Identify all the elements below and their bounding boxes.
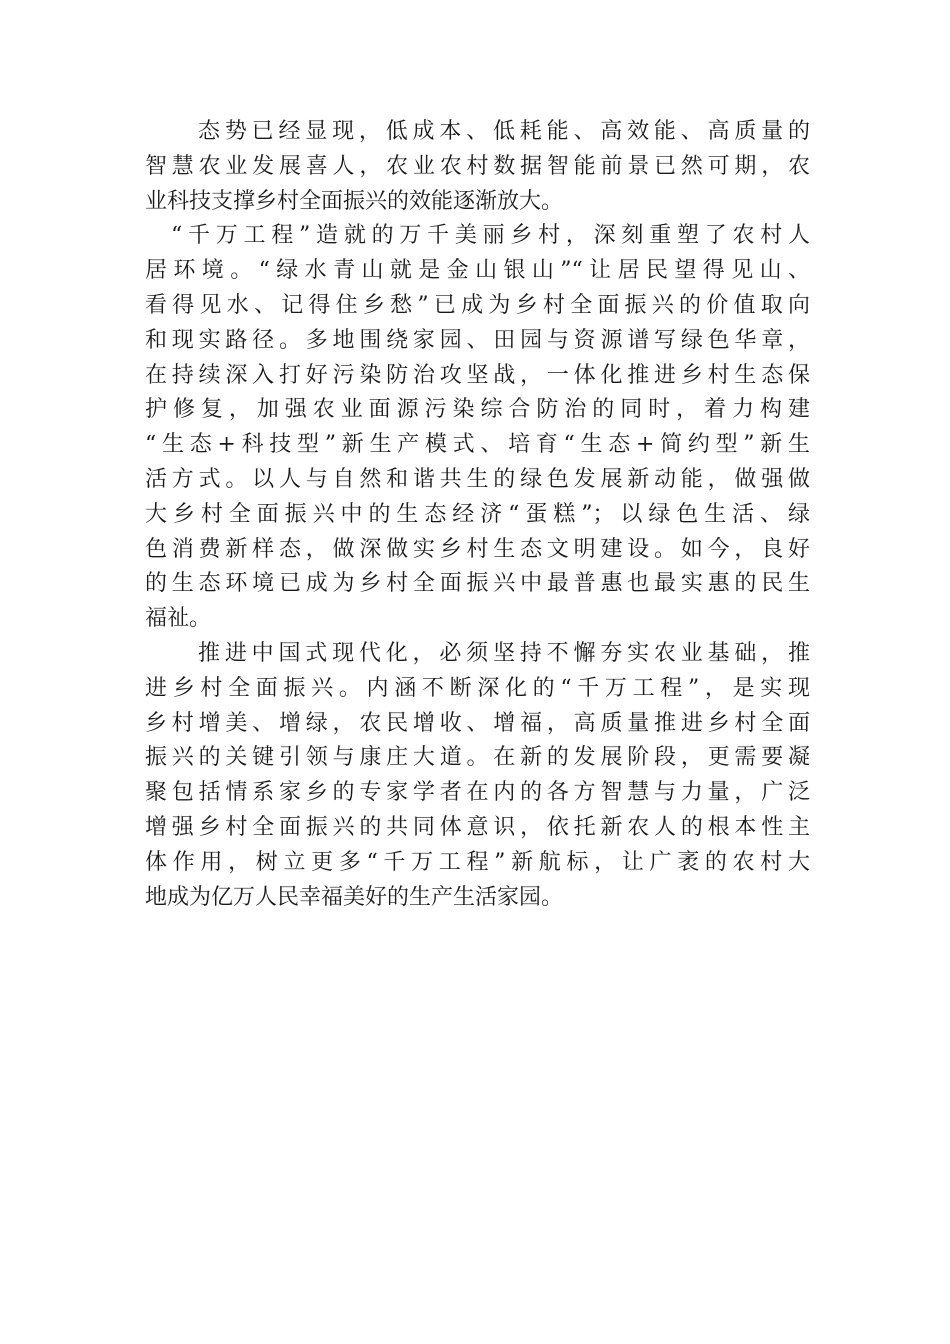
paragraph-line: 居环境。“绿水青山就是金山银山”“让居民望得见山、 [145, 258, 810, 284]
paragraph-line: 聚包括情系家乡的专家学者在内的各方智慧与力量，广泛 [145, 780, 810, 806]
paragraph-line: 地成为亿万人民幸福美好的生产生活家园。 [145, 884, 564, 910]
paragraph-line: 智慧农业发展喜人，农业农村数据智能前景已然可期，农 [145, 153, 810, 179]
paragraph-1 [145, 115, 810, 219]
paragraph-line: 在持续深入打好污染防治攻坚战，一体化推进乡村生态保 [145, 362, 810, 388]
paragraph-line: 推进中国式现代化，必须坚持不懈夯实农业基础，推 [198, 640, 810, 666]
paragraph-line: 增强乡村全面振兴的共同体意识，依托新农人的根本性主 [145, 814, 810, 840]
paragraph-line: 乡村增美、增绿，农民增收、增福，高质量推进乡村全面 [145, 710, 810, 736]
paragraph-line: 体作用，树立更多“千万工程”新航标，让广袤的农村大 [145, 849, 810, 875]
paragraph-line: 福祉。 [145, 606, 212, 632]
paragraph-3 [145, 637, 810, 915]
paragraph-line: 进乡村全面振兴。内涵不断深化的“千万工程”，是实现 [145, 675, 810, 701]
paragraph-line: “生态+科技型”新生产模式、培育“生态+简约型”新生 [145, 432, 810, 458]
paragraph-line: 的生态环境已成为乡村全面振兴中最普惠也最实惠的民生 [145, 571, 810, 597]
paragraph-line: 色消费新样态，做深做实乡村生态文明建设。如今，良好 [145, 536, 810, 562]
paragraph-line: 业科技支撑乡村全面振兴的效能逐渐放大。 [145, 188, 564, 214]
paragraph-line: 活方式。以人与自然和谐共生的绿色发展新动能，做强做 [145, 466, 810, 492]
paragraph-line: 态势已经显现，低成本、低耗能、高效能、高质量的 [198, 119, 810, 144]
paragraph-2 [145, 219, 810, 637]
paragraph-line: 振兴的关键引领与康庄大道。在新的发展阶段，更需要凝 [145, 745, 810, 771]
paragraph-line: 护修复，加强农业面源污染综合防治的同时，着力构建 [145, 397, 810, 423]
paragraph-line: “千万工程”造就的万千美丽乡村，深刻重塑了农村人 [171, 223, 810, 249]
paragraph-line: 和现实路径。多地围绕家园、田园与资源谱写绿色华章， [145, 327, 810, 353]
paragraph-line: 看得见水、记得住乡愁”已成为乡村全面振兴的价值取向 [145, 292, 810, 318]
document-body [145, 115, 810, 915]
paragraph-line: 大乡村全面振兴中的生态经济“蛋糕”；以绿色生活、绿 [145, 501, 810, 527]
